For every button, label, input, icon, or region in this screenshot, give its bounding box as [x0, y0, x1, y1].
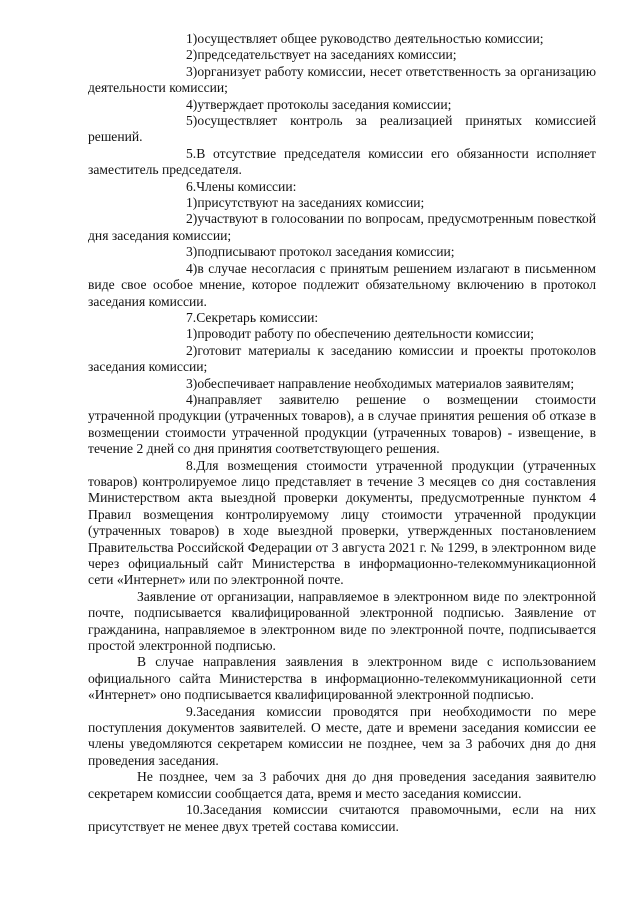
paragraph: [88, 195, 596, 211]
paragraph: [88, 343, 596, 376]
paragraph: [88, 64, 596, 97]
paragraph-text: Не позднее, чем за 3 рабочих дня до дня проведения заседания заявителю секретарем комиссии сообщается дата, время и место заседания комиссии.: [88, 769, 596, 801]
item-number: 1): [186, 195, 198, 211]
paragraph: [88, 261, 596, 310]
paragraph-text: подписывают протокол заседания комиссии;: [197, 244, 455, 260]
paragraph: [88, 146, 596, 179]
paragraph: [88, 47, 596, 63]
item-number: 5): [186, 113, 198, 129]
item-number: 1): [186, 326, 198, 342]
item-number: 3): [186, 244, 198, 260]
item-number: 3): [186, 375, 198, 391]
paragraph-text: В отсутствие председателя комиссии его обязанности исполняет заместитель председателя.: [88, 145, 596, 178]
paragraph-text: осуществляет общее руководство деятельностью комиссии;: [197, 31, 544, 46]
paragraph: [88, 326, 596, 342]
paragraph-text: направляет заявителю решение о возмещении стоимости утраченной продукции (утраченных товаров), а в случае принятия решения об отказе в возмещении стоимости утраченной продукции (утраченных товаров) - извещение, в течение 2 дней со дня принятия соответствующего решения.: [88, 391, 596, 457]
paragraph: [88, 179, 596, 195]
paragraph-text: в случае несогласия с принятым решением излагают в письменном виде свое особое мнение, которое подлежит обязательному включению в протокол заседания комиссии.: [88, 260, 596, 309]
item-number: 5.: [186, 145, 197, 161]
paragraph: [88, 376, 596, 392]
paragraph: [88, 802, 596, 835]
paragraph-text: утверждает протоколы заседания комиссии;: [197, 96, 452, 112]
paragraph: [88, 244, 596, 260]
paragraph: [88, 113, 596, 146]
paragraph-text: председательствует на заседаниях комиссии;: [197, 47, 457, 63]
paragraph-text: Члены комиссии:: [196, 178, 297, 194]
item-number: 6.: [186, 178, 197, 194]
paragraph: [88, 211, 596, 244]
item-number: 2): [186, 342, 198, 358]
paragraph: [88, 704, 596, 770]
item-number: 3): [186, 63, 198, 79]
paragraph-text: обеспечивает направление необходимых материалов заявителям;: [197, 375, 575, 391]
item-number: 10.: [186, 802, 203, 818]
paragraph-text: организует работу комиссии, несет ответственность за организацию деятельности комиссии;: [88, 63, 596, 96]
paragraph: [88, 31, 596, 47]
paragraph: [88, 310, 596, 326]
item-number: 2): [186, 47, 198, 63]
paragraph: [88, 97, 596, 113]
paragraph-text: Для возмещения стоимости утраченной продукции (утраченных товаров) контролируемое лицо представляет в течение 3 месяцев со дня составления Министерством акта выездной проверки документы, предусмотренные пунктом 4 Правил возмещения контролируемому лицу стоимости утраченной продукции (утраченных товаров) в ходе выездной проверки, утвержденных постановлением Правительства Российской Федерации от 3 августа 2021 г. № 1299, в электронном виде через официальный сайт Министерства в информационно-телекоммуникационной сети «Интернет» или по электронной почте.: [88, 457, 596, 588]
document-page: [88, 31, 596, 835]
item-number: 1): [186, 31, 198, 46]
paragraph: [88, 458, 596, 589]
item-number: 4): [186, 260, 198, 276]
item-number: 2): [186, 211, 198, 227]
paragraph-text: Заседания комиссии проводятся при необходимости по мере поступления документов заявителей. О месте, дате и времени заседания комиссии ее члены уведомляются секретарем комиссии не позднее, чем за 3 рабочих дня до дня проведения заседания.: [88, 703, 596, 768]
paragraph-text: Заседания комиссии считаются правомочными, если на них присутствует не менее двух третей состава комиссии.: [88, 802, 596, 834]
paragraph-text: присутствуют на заседаниях комиссии;: [197, 195, 425, 211]
paragraph: [88, 654, 596, 703]
paragraph-text: участвуют в голосовании по вопросам, предусмотренным повесткой дня заседания комиссии;: [88, 211, 596, 243]
item-number: 8.: [186, 457, 197, 473]
paragraph-text: проводит работу по обеспечению деятельности комиссии;: [197, 326, 535, 342]
paragraph-text: готовит материалы к заседанию комиссии и проекты протоколов заседания комиссии;: [88, 342, 596, 375]
paragraph: [88, 769, 596, 802]
paragraph-text: осуществляет контроль за реализацией принятых комиссией решений.: [88, 113, 596, 145]
paragraph: [88, 392, 596, 458]
paragraph-text: Секретарь комиссии:: [196, 309, 319, 325]
item-number: 7.: [186, 309, 197, 325]
paragraph: [88, 589, 596, 655]
item-number: 4): [186, 96, 198, 112]
item-number: 4): [186, 391, 198, 407]
paragraph-text: Заявление от организации, направляемое в электронном виде по электронной почте, подписывается квалифицированной электронной подписью. Заявление от гражданина, направляемое в электронном виде по электронной почте, подписывается простой электронной подписью.: [88, 588, 596, 654]
paragraph-text: В случае направления заявления в электронном виде с использованием официального сайта Министерства в информационно-телекоммуникационной сети «Интернет» оно подписывается квалифицированной электронной подписью.: [88, 654, 596, 703]
item-number: 9.: [186, 703, 197, 719]
